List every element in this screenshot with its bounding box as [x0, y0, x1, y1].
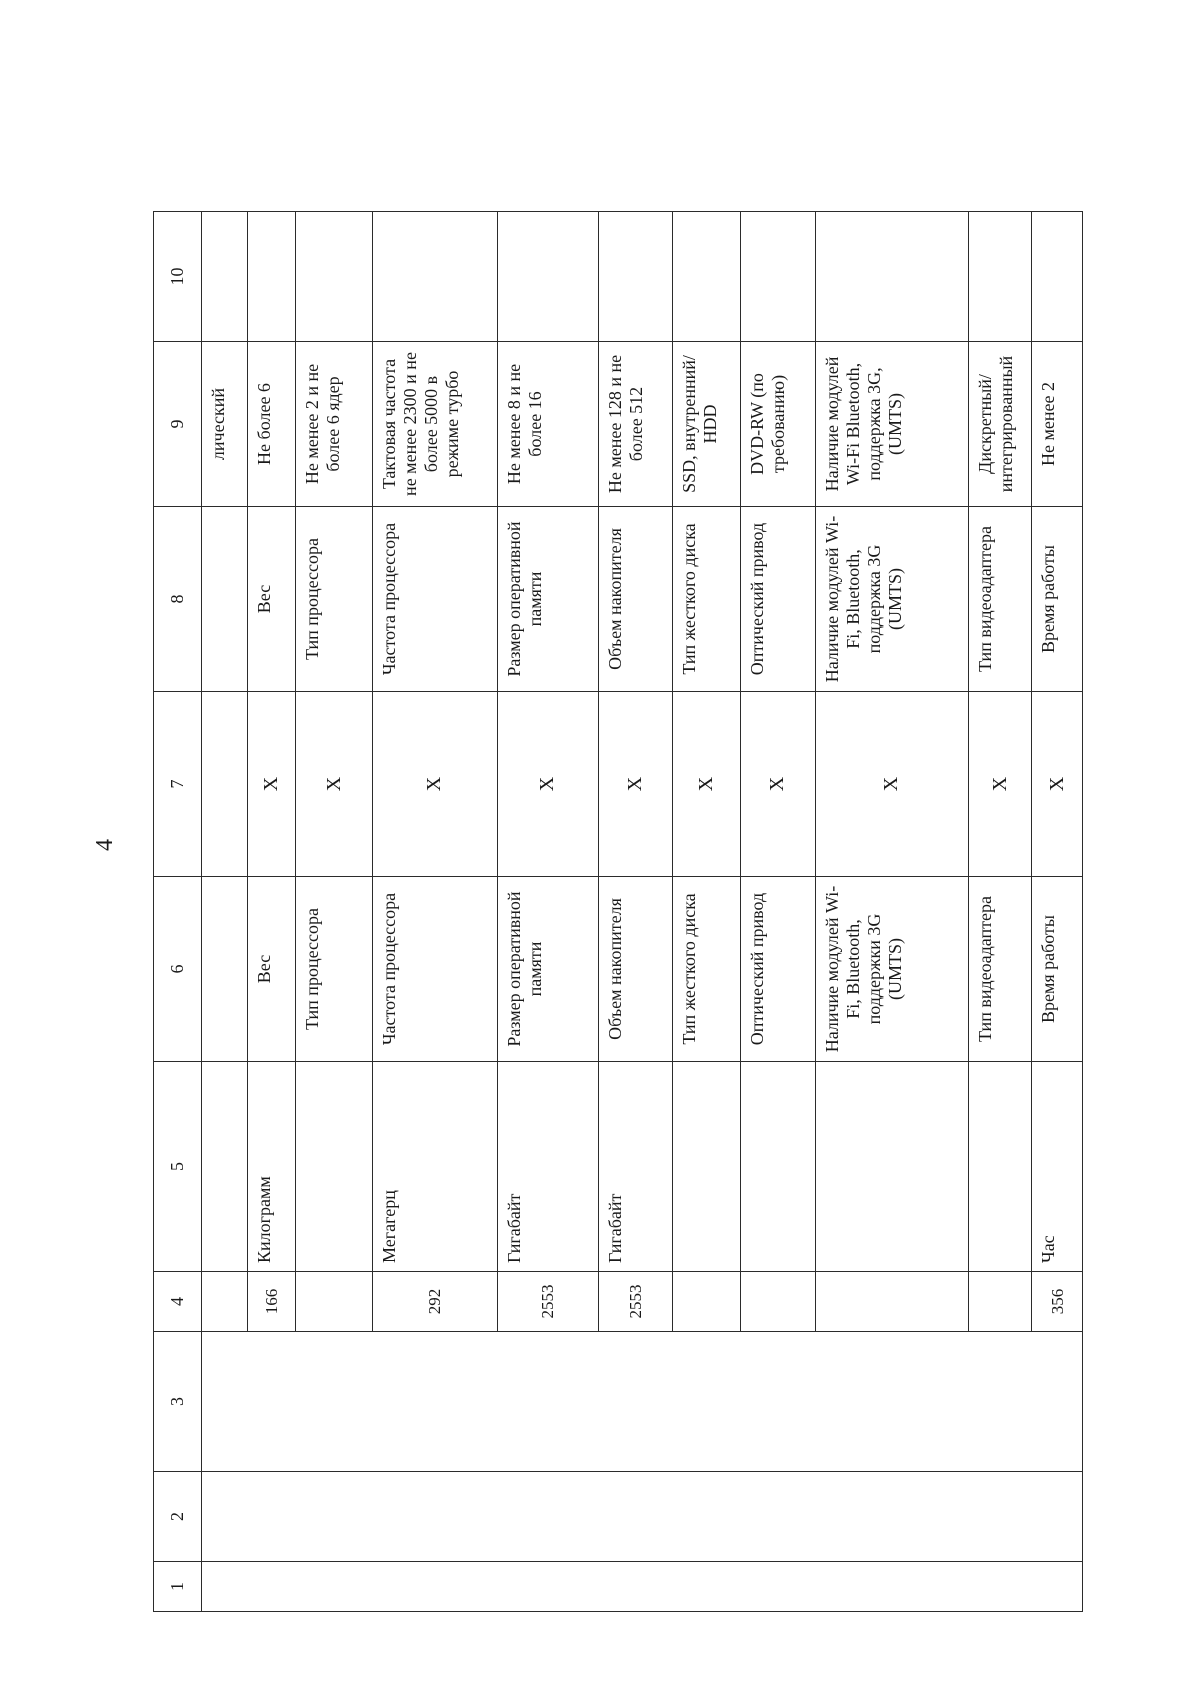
cell-c5: Час — [1032, 1062, 1083, 1272]
cell-c10 — [497, 212, 598, 342]
cell-c9: Дискретный/интегрированный — [968, 342, 1032, 507]
cell-c6: Оптический привод — [741, 877, 815, 1062]
col-header-1: 1 — [154, 1562, 202, 1612]
cell-c7: Х — [741, 692, 815, 877]
cell-c6: Частота процессора — [373, 877, 498, 1062]
cell-c10 — [968, 212, 1032, 342]
cell-c4: 356 — [1032, 1272, 1083, 1332]
cell-c4: 166 — [248, 1272, 296, 1332]
cell-c9: Не менее 2 — [1032, 342, 1083, 507]
cell-c6: Время работы — [1032, 877, 1083, 1062]
cell-c8: Объем накопителя — [598, 507, 672, 692]
cell-c5: Гигабайт — [598, 1062, 672, 1272]
cell-c9: лический — [202, 342, 248, 507]
cell-c8: Частота процессора — [373, 507, 498, 692]
cell-c10 — [248, 212, 296, 342]
empty-cell-col-2 — [202, 1472, 1083, 1562]
cell-c4 — [968, 1272, 1032, 1332]
cell-c8 — [202, 507, 248, 692]
cell-c9: Наличие модулей Wi-Fi Bluetooth, поддержка 3G, (UMTS) — [815, 342, 968, 507]
cell-c6: Вес — [248, 877, 296, 1062]
cell-c7: Х — [815, 692, 968, 877]
cell-c8: Тип жесткого диска — [673, 507, 741, 692]
cell-c6: Размер оперативной памяти — [497, 877, 598, 1062]
cell-c8: Наличие модулей Wi-Fi, Bluetooth, поддержка 3G (UMTS) — [815, 507, 968, 692]
cell-c10 — [598, 212, 672, 342]
cell-c10 — [1032, 212, 1083, 342]
cell-c9: Не менее 8 и не более 16 — [497, 342, 598, 507]
table-row — [202, 212, 248, 1612]
cell-c5: Килограмм — [248, 1062, 296, 1272]
cell-c4 — [296, 1272, 373, 1332]
col-header-8: 8 — [154, 507, 202, 692]
cell-c4: 2553 — [598, 1272, 672, 1332]
col-header-4: 4 — [154, 1272, 202, 1332]
cell-c10 — [673, 212, 741, 342]
cell-c7: Х — [1032, 692, 1083, 877]
cell-c5 — [673, 1062, 741, 1272]
cell-c7: Х — [497, 692, 598, 877]
cell-c5: Мегагерц — [373, 1062, 498, 1272]
cell-c10 — [296, 212, 373, 342]
cell-c4 — [741, 1272, 815, 1332]
cell-c10 — [373, 212, 498, 342]
cell-c7: Х — [248, 692, 296, 877]
cell-c4 — [202, 1272, 248, 1332]
col-header-3: 3 — [154, 1332, 202, 1472]
cell-c4: 292 — [373, 1272, 498, 1332]
cell-c5 — [815, 1062, 968, 1272]
rotated-table-container — [153, 212, 1083, 1612]
cell-c10 — [741, 212, 815, 342]
cell-c4: 2553 — [497, 1272, 598, 1332]
cell-c6: Тип жесткого диска — [673, 877, 741, 1062]
cell-c9: Не менее 2 и не более 6 ядер — [296, 342, 373, 507]
col-header-5: 5 — [154, 1062, 202, 1272]
cell-c7: Х — [598, 692, 672, 877]
col-header-2: 2 — [154, 1472, 202, 1562]
cell-c7: Х — [373, 692, 498, 877]
col-header-10: 10 — [154, 212, 202, 342]
cell-c6: Тип процессора — [296, 877, 373, 1062]
cell-c9: SSD, внутренний/ HDD — [673, 342, 741, 507]
empty-cell-col-1 — [202, 1562, 1083, 1612]
col-header-9: 9 — [154, 342, 202, 507]
cell-c8: Вес — [248, 507, 296, 692]
page-number: 4 — [92, 839, 118, 851]
spec-table — [153, 211, 1083, 1612]
cell-c10 — [815, 212, 968, 342]
cell-c5 — [202, 1062, 248, 1272]
cell-c4 — [673, 1272, 741, 1332]
cell-c5 — [968, 1062, 1032, 1272]
cell-c7 — [202, 692, 248, 877]
cell-c5: Гигабайт — [497, 1062, 598, 1272]
cell-c7: Х — [968, 692, 1032, 877]
cell-c8: Оптический привод — [741, 507, 815, 692]
cell-c9: Не более 6 — [248, 342, 296, 507]
cell-c5 — [296, 1062, 373, 1272]
col-header-7: 7 — [154, 692, 202, 877]
cell-c7: Х — [296, 692, 373, 877]
cell-c8: Размер оперативной памяти — [497, 507, 598, 692]
cell-c6: Объем накопителя — [598, 877, 672, 1062]
cell-c5 — [741, 1062, 815, 1272]
cell-c6: Тип видеоадаптера — [968, 877, 1032, 1062]
cell-c9: DVD-RW (по требованию) — [741, 342, 815, 507]
cell-c6: Наличие модулей Wi-Fi, Bluetooth, поддержки 3G (UMTS) — [815, 877, 968, 1062]
cell-c4 — [815, 1272, 968, 1332]
cell-c8: Тип процессора — [296, 507, 373, 692]
cell-c6 — [202, 877, 248, 1062]
cell-c10 — [202, 212, 248, 342]
cell-c8: Время работы — [1032, 507, 1083, 692]
cell-c9: Тактовая частота не менее 2300 и не более 5000 в режиме турбо — [373, 342, 498, 507]
cell-c8: Тип видеоадаптера — [968, 507, 1032, 692]
empty-cell-col-3 — [202, 1332, 1083, 1472]
cell-c9: Не менее 128 и не более 512 — [598, 342, 672, 507]
header-row — [154, 212, 202, 1612]
col-header-6: 6 — [154, 877, 202, 1062]
cell-c7: Х — [673, 692, 741, 877]
